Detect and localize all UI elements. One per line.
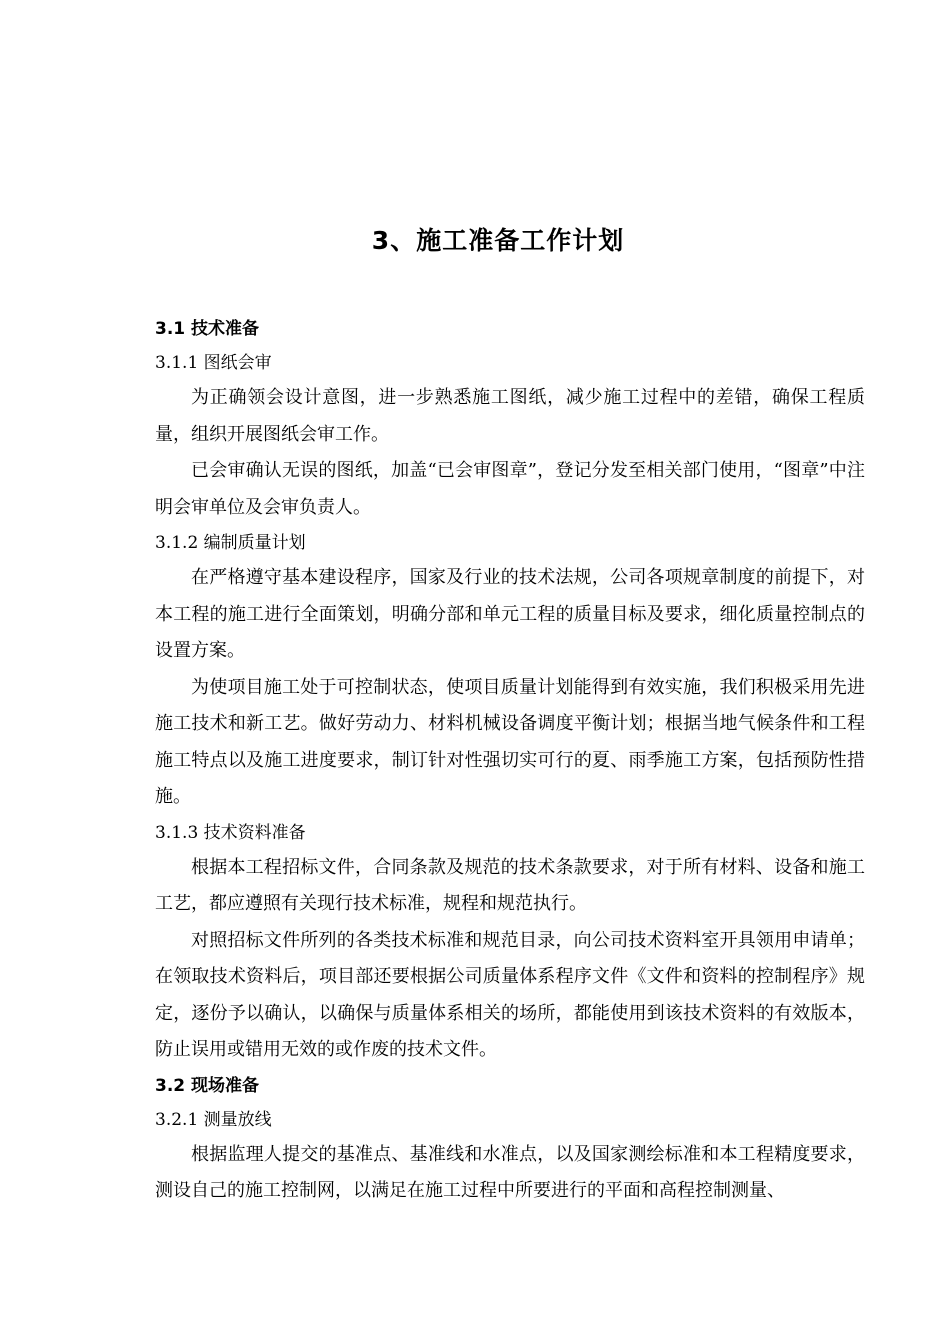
paragraph: 为正确领会设计意图，进一步熟悉施工图纸，减少施工过程中的差错，确保工程质量，组织开展图纸会审工作。 xyxy=(155,387,865,445)
subsection-heading-3-1-1: 3.1.1 图纸会审 xyxy=(155,353,272,373)
subsection-heading-3-2-1: 3.2.1 测量放线 xyxy=(155,1109,272,1130)
paragraph: 对照招标文件所列的各类技术标准和规范目录，向公司技术资料室开具领用申请单；在领取技术资料后，项目部还要根据公司质量体系程序文件《文件和资料的控制程序》规定，逐份予以确认，以确保与质量体系相关的场所，都能使用到该技术资料的有效版本，防止误用或错用无效的或作废的技术文件。 xyxy=(155,929,865,1060)
page-title: 3、施工准备工作计划 xyxy=(371,226,625,255)
paragraph: 为使项目施工处于可控制状态，使项目质量计划能得到有效实施，我们积极采用先进施工技术和新工艺。做好劳动力、材料机械设备调度平衡计划；根据当地气候条件和工程施工特点以及施工进度要求，制订针对性强切实可行的夏、雨季施工方案，包括预防性措施。 xyxy=(155,676,865,807)
section-heading-3-2: 3.2 现场准备 xyxy=(155,1075,260,1096)
paragraph: 已会审确认无误的图纸，加盖“已会审图章”，登记分发至相关部门使用，“图章”中注明会审单位及会审负责人。 xyxy=(155,460,865,518)
subsection-heading-3-1-2: 3.1.2 编制质量计划 xyxy=(155,533,306,553)
document-body xyxy=(155,312,865,1210)
paragraph: 在严格遵守基本建设程序，国家及行业的技术法规，公司各项规章制度的前提下，对本工程的施工进行全面策划，明确分部和单元工程的质量目标及要求，细化质量控制点的设置方案。 xyxy=(155,567,865,661)
paragraph: 根据监理人提交的基准点、基准线和水准点，以及国家测绘标准和本工程精度要求，测设自己的施工控制网，以满足在施工过程中所要进行的平面和高程控制测量、 xyxy=(155,1143,865,1201)
subsection-heading-3-1-3: 3.1.3 技术资料准备 xyxy=(155,822,306,843)
section-heading-3-1: 3.1 技术准备 xyxy=(155,319,260,339)
paragraph: 根据本工程招标文件，合同条款及规范的技术条款要求，对于所有材料、设备和施工工艺，都应遵照有关现行技术标准，规程和规范执行。 xyxy=(155,856,865,914)
